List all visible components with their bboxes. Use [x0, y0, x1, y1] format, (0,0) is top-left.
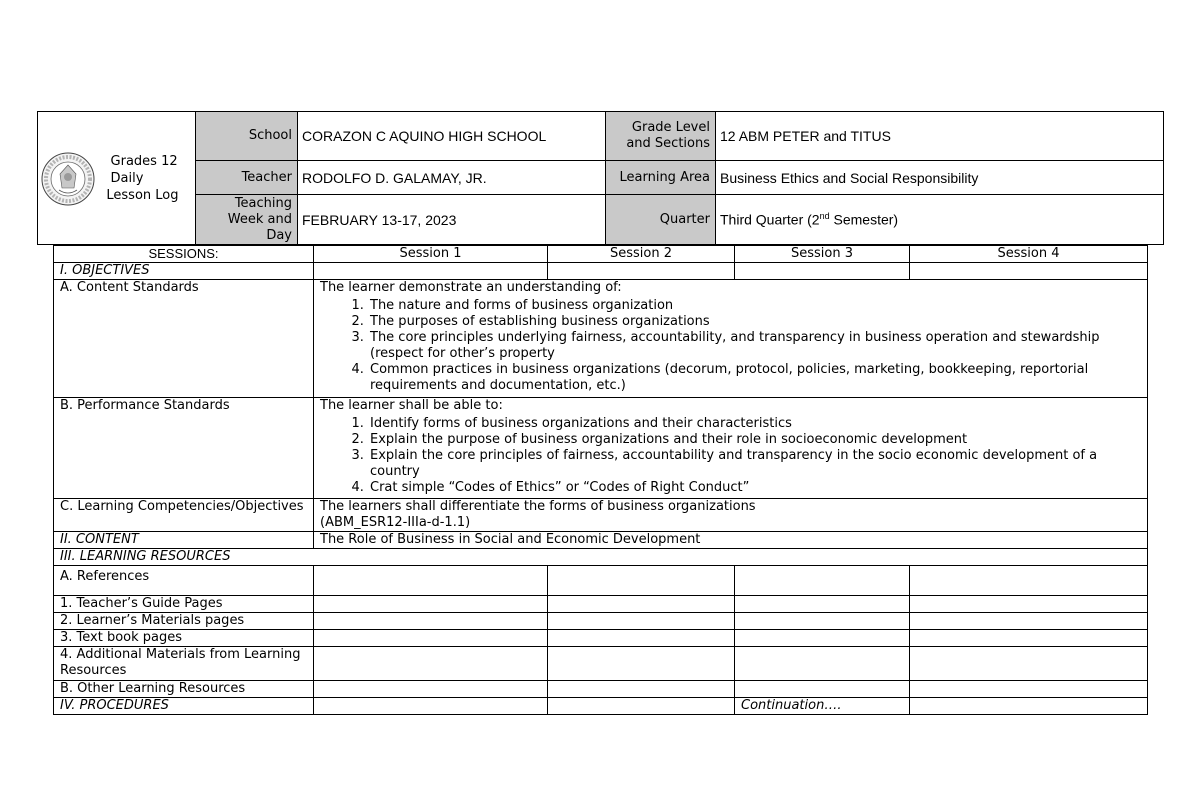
list-item: 4. Crat simple “Codes of Ethics” or “Codes of Right Conduct”: [368, 480, 1141, 496]
content-label: II. CONTENT: [54, 532, 314, 549]
content-standards-label: A. Content Standards: [54, 280, 314, 398]
deped-seal-icon: [41, 152, 95, 206]
list-item: 2. Explain the purpose of business organizations and their role in socioeconomic development: [368, 432, 1141, 448]
lm-row: [54, 613, 1148, 630]
performance-standards-list: [320, 416, 1141, 496]
teacher-value: RODOLFO D. GALAMAY, JR.: [298, 161, 606, 195]
content-standards-row: [54, 280, 1148, 398]
other-row: [54, 681, 1148, 698]
content-standards-body: [314, 280, 1148, 398]
additional-label: 4. Additional Materials from Learning Resources: [54, 647, 314, 681]
objectives-s4: [910, 263, 1148, 280]
competencies-row: [54, 499, 1148, 532]
school-value: CORAZON C AQUINO HIGH SCHOOL: [298, 112, 606, 161]
lm-label: 2. Learner’s Materials pages: [54, 613, 314, 630]
grade-label: Grade Level and Sections: [606, 112, 716, 161]
objectives-s2: [548, 263, 735, 280]
session-2-header: Session 2: [548, 246, 735, 263]
performance-standards-row: [54, 398, 1148, 499]
references-s4: [910, 566, 1148, 596]
quarter-label: Quarter: [606, 195, 716, 245]
other-label: B. Other Learning Resources: [54, 681, 314, 698]
tb-row: [54, 630, 1148, 647]
session-1-header: Session 1: [314, 246, 548, 263]
list-item: 3. Explain the core principles of fairness, accountability and transparency in the socio economic development of a country: [368, 448, 1141, 480]
area-label: Learning Area: [606, 161, 716, 195]
quarter-value: Third Quarter (2nd Semester): [716, 195, 1164, 245]
continuation-text: Continuation….: [735, 698, 910, 715]
title-line-3: Lesson Log: [94, 188, 179, 203]
logo-cell: [38, 112, 196, 245]
sessions-row: [54, 246, 1148, 263]
procedures-label: IV. PROCEDURES: [54, 698, 314, 715]
list-item: 2. The purposes of establishing business organizations: [368, 314, 1141, 330]
competencies-line-1: The learners shall differentiate the forms of business organizations: [320, 499, 756, 514]
performance-standards-label: B. Performance Standards: [54, 398, 314, 499]
list-item: 4. Common practices in business organizations (decorum, protocol, policies, marketing, bookkeeping, reportorial requirements and documentation, etc.): [368, 362, 1141, 394]
references-s3: [735, 566, 910, 596]
list-item: 3. The core principles underlying fairness, accountability, and transparency in business operation and stewardship (respect for other’s property: [368, 330, 1141, 362]
competencies-label: C. Learning Competencies/Objectives: [54, 499, 314, 532]
objectives-s1: [314, 263, 548, 280]
content-standards-intro: The learner demonstrate an understanding of:: [320, 280, 622, 295]
list-item: 1. Identify forms of business organizations and their characteristics: [368, 416, 1141, 432]
references-label: A. References: [54, 566, 314, 596]
resources-row: [54, 549, 1148, 566]
procedures-row: [54, 698, 1148, 715]
area-value: Business Ethics and Social Responsibility: [716, 161, 1164, 195]
list-item: 1. The nature and forms of business organization: [368, 298, 1141, 314]
grade-value: 12 ABM PETER and TITUS: [716, 112, 1164, 161]
competencies-body: [314, 499, 1148, 532]
tg-row: [54, 596, 1148, 613]
lesson-table: [53, 245, 1148, 715]
week-value: FEBRUARY 13-17, 2023: [298, 195, 606, 245]
content-value: The Role of Business in Social and Economic Development: [314, 532, 1148, 549]
competencies-line-2: (ABM_ESR12-IIIa-d-1.1): [320, 515, 471, 530]
lesson-log-title: [94, 153, 179, 204]
performance-standards-intro: The learner shall be able to:: [320, 398, 503, 413]
references-row: [54, 566, 1148, 596]
resources-label: III. LEARNING RESOURCES: [54, 549, 1148, 566]
content-standards-list: [320, 298, 1141, 394]
sessions-label: SESSIONS:: [54, 246, 314, 263]
content-row: [54, 532, 1148, 549]
week-label: Teaching Week and Day: [196, 195, 298, 245]
performance-standards-body: [314, 398, 1148, 499]
title-line-1: Grades 12: [94, 154, 178, 169]
objectives-s3: [735, 263, 910, 280]
session-3-header: Session 3: [735, 246, 910, 263]
references-s1: [314, 566, 548, 596]
tg-label: 1. Teacher’s Guide Pages: [54, 596, 314, 613]
session-4-header: Session 4: [910, 246, 1148, 263]
teacher-label: Teacher: [196, 161, 298, 195]
objectives-row: [54, 263, 1148, 280]
additional-row: [54, 647, 1148, 681]
school-label: School: [196, 112, 298, 161]
title-line-2: Daily: [94, 171, 144, 186]
header-table: [37, 111, 1164, 245]
references-s2: [548, 566, 735, 596]
tb-label: 3. Text book pages: [54, 630, 314, 647]
objectives-label: I. OBJECTIVES: [54, 263, 314, 280]
